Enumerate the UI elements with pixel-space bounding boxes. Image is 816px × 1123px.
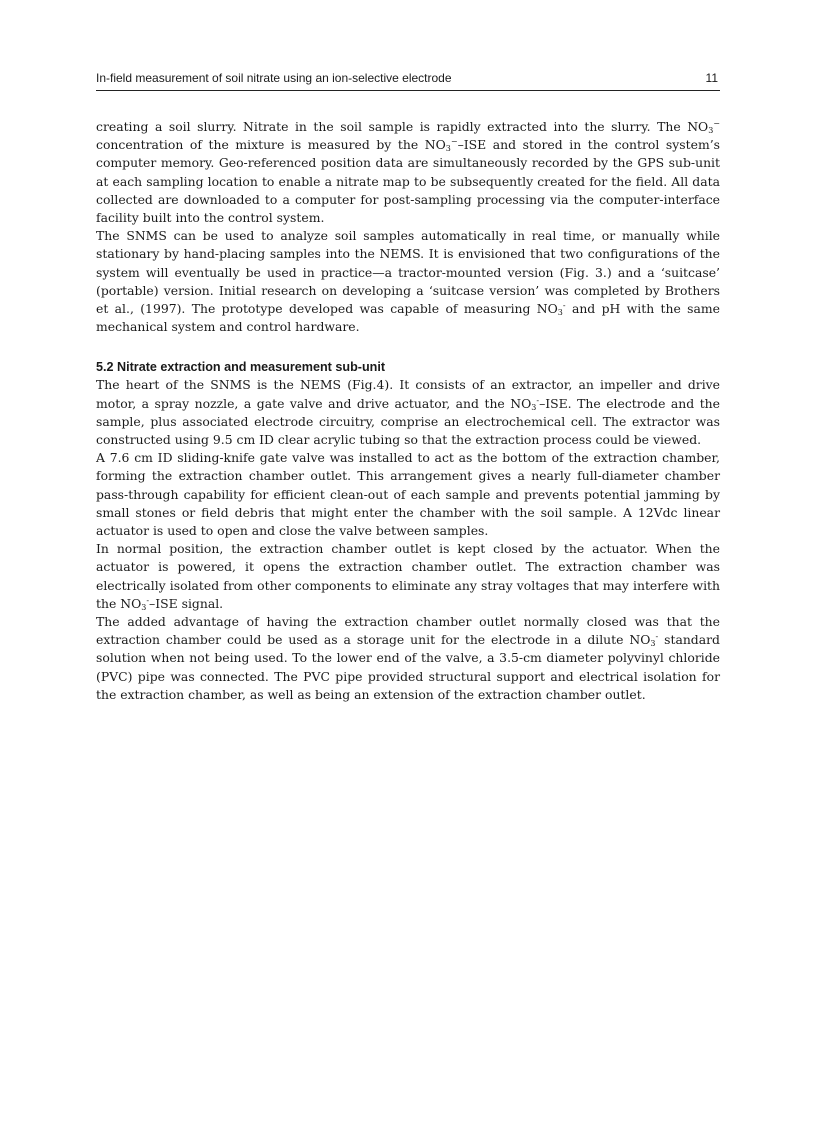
running-header [96,70,720,91]
paragraph [96,540,720,613]
paragraph [96,449,720,540]
paragraph [96,227,720,336]
paragraph [96,613,720,704]
subscript: 3 [708,126,714,135]
running-title: In-field measurement of soil nitrate using an ion-selective electrode [96,71,452,85]
paragraph [96,118,720,227]
text-run: The SNMS can be used to analyze soil samples automatically in real time, or manually while stationary by hand-placing samples into the NEMS. It is envisioned that two configurations of the system will eventually be used in practice—a tractor-mounted version (Fig. 3.) and a ‘suitcase’ (portable) version. Initial research on developing a ‘suitcase version’ was completed by Brothers et al., (1997). The prototype developed was capable of measuring NO [96,228,720,317]
intro-paragraphs [96,118,720,336]
page-number: 11 [705,71,718,85]
superscript: - [146,595,150,605]
section-paragraphs [96,376,720,704]
text-run: –ISE signal. [149,595,224,611]
text-run: and pH with the same mechanical system and control hardware. [96,301,720,335]
superscript: − [450,137,458,147]
text-run: The heart of the SNMS is the NEMS (Fig.4). It consists of an extractor, an impeller and drive motor, a spray nozzle, a gate valve and drive actuator, and the NO [96,377,720,411]
superscript: − [713,119,720,128]
text-run: standard solution when not being used. To the lower end of the valve, a 3.5-cm diameter polyvinyl chloride (PVC) pipe was connected. The PVC pipe provided structural support and electrical isolation for the extraction chamber, as well as being an extension of the extraction chamber outlet. [96,632,720,702]
text-run: concentration of the mixture is measured by the NO [96,137,446,153]
text-run: The added advantage of having the extraction chamber outlet normally closed was that the extraction chamber could be used as a storage unit for the electrode in a dilute NO [96,614,720,648]
subscript: 3 [531,402,537,412]
text-run: –ISE. The electrode and the sample, plus associated electrode circuitry, comprise an electrochemical cell. The extractor was constructed using 9.5 cm ID clear acrylic tubing so that the extraction process could be viewed. [96,395,720,448]
superscript: - [536,395,540,405]
text-run: A 7.6 cm ID sliding-knife gate valve was installed to act as the bottom of the extraction chamber, forming the extraction chamber outlet. This arrangement gives a nearly full-diameter chamber pass-through capability for efficient clean-out of each sample and prevents potential jamming by small stones or field debris that might enter the chamber with the soil sample. A 12Vdc linear actuator is used to open and close the valve between samples. [96,450,720,539]
paragraph [96,376,720,449]
subscript: 3 [557,308,563,318]
subscript: 3 [141,602,147,612]
subscript: 3 [445,144,451,154]
text-run: In normal position, the extraction chamber outlet is kept closed by the actuator. When the actuator is powered, it opens the extraction chamber outlet. The extraction chamber was electrically isolated from other components to eliminate any stray voltages that may interfere with the NO [96,541,720,611]
superscript: - [655,632,659,642]
text-run: creating a soil slurry. Nitrate in the soil sample is rapidly extracted into the slurry. The NO [96,119,709,134]
subscript: 3 [650,639,656,649]
section-heading: 5.2 Nitrate extraction and measurement sub-unit [96,360,386,375]
text-run: –ISE and stored in the control system’s computer memory. Geo-referenced position data are simultaneously recorded by the GPS sub-unit at each sampling location to enable a nitrate map to be subsequently created for the field. All data collected are downloaded to a computer for post-sampling processing via the computer-interface facility built into the control system. [96,137,721,226]
body-text [96,118,720,704]
superscript: - [562,301,566,311]
